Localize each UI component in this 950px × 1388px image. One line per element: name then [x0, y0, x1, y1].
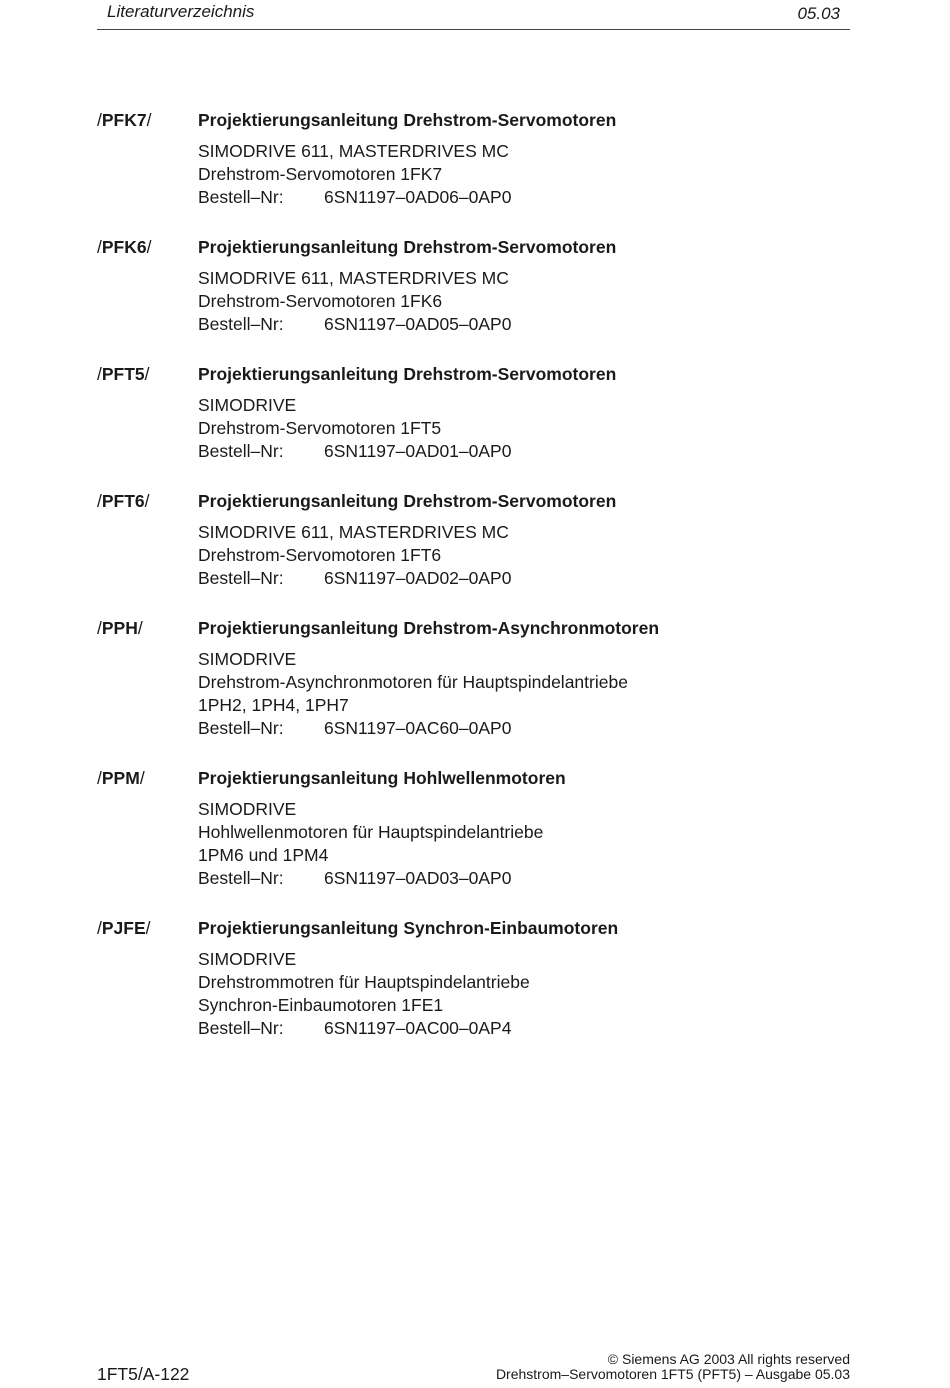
order-label: Bestell–Nr:	[198, 718, 284, 738]
order-number: 6SN1197–0AD03–0AP0	[324, 868, 512, 888]
entry-title-part: Projektierungsanleitung	[198, 918, 399, 938]
entry-title-part: Projektierungsanleitung	[198, 491, 399, 511]
entry-title	[198, 490, 857, 512]
literature-entry	[97, 236, 857, 336]
entry-line: SIMODRIVE	[198, 949, 297, 969]
entry-title-part: Hohlwellenmotoren	[403, 768, 566, 788]
order-label: Bestell–Nr:	[198, 1018, 284, 1038]
entry-tag: /PFT5/	[97, 364, 150, 384]
entry-title-part: Drehstrom-Servomotoren	[403, 110, 617, 130]
entry-tag: /PPM/	[97, 768, 145, 788]
entry-tag-code: PFK7	[101, 110, 147, 130]
order-number: 6SN1197–0AD01–0AP0	[324, 441, 512, 461]
entry-line: 1PM6 und 1PM4	[198, 845, 329, 865]
page-number: 1FT5/A-122	[97, 1364, 190, 1384]
order-number: 6SN1197–0AD02–0AP0	[324, 568, 512, 588]
document-title: Drehstrom–Servomotoren 1FT5 (PFT5) – Ausgabe 05.03	[495, 1366, 850, 1382]
literature-entry	[97, 490, 857, 590]
entry-tag-code: PFT5	[101, 364, 145, 384]
entry-tag-code: PPH	[101, 618, 138, 638]
copyright-notice: © Siemens AG 2003 All rights reserved	[607, 1351, 850, 1367]
entry-title	[198, 767, 857, 789]
literature-entry	[97, 363, 857, 463]
order-line	[198, 440, 857, 463]
entry-title-part: Projektierungsanleitung	[198, 237, 399, 257]
order-label: Bestell–Nr:	[198, 187, 284, 207]
order-label: Bestell–Nr:	[198, 441, 284, 461]
entry-line: Drehstrom-Servomotoren 1FT6	[198, 545, 442, 565]
entry-tag-code: PFK6	[101, 237, 147, 257]
entry-title-part: Projektierungsanleitung	[198, 768, 399, 788]
entry-tag: /PJFE/	[97, 918, 151, 938]
order-line	[198, 717, 857, 740]
order-number: 6SN1197–0AD05–0AP0	[324, 314, 512, 334]
entry-line: SIMODRIVE 611, MASTERDRIVES MC	[198, 268, 509, 288]
section-title: Literaturverzeichnis	[107, 2, 255, 21]
entry-tag: /PFT6/	[97, 491, 150, 511]
order-line	[198, 1017, 857, 1040]
entry-line: Hohlwellenmotoren für Hauptspindelantriebe	[198, 822, 544, 842]
literature-entry	[97, 109, 857, 209]
entry-tag-code: PPM	[101, 768, 140, 788]
order-number: 6SN1197–0AC60–0AP0	[324, 718, 512, 738]
entry-title	[198, 236, 857, 258]
entry-line: SIMODRIVE	[198, 649, 297, 669]
entry-line: 1PH2, 1PH4, 1PH7	[198, 695, 349, 715]
entry-tag-code: PJFE	[101, 918, 146, 938]
entry-title	[198, 363, 857, 385]
entry-title	[198, 917, 857, 939]
page-footer	[496, 1352, 850, 1382]
entry-line: Drehstrom-Servomotoren 1FK6	[198, 291, 443, 311]
entry-line: SIMODRIVE 611, MASTERDRIVES MC	[198, 522, 509, 542]
order-line	[198, 567, 857, 590]
entry-title	[198, 109, 857, 131]
literature-entry	[97, 767, 857, 890]
entry-tag: /PFK7/	[97, 110, 152, 130]
entry-tag: /PFK6/	[97, 237, 152, 257]
entry-line: SIMODRIVE 611, MASTERDRIVES MC	[198, 141, 509, 161]
entry-line: SIMODRIVE	[198, 799, 297, 819]
entry-title-part: Projektierungsanleitung	[198, 364, 399, 384]
entry-title-part: Projektierungsanleitung	[198, 110, 399, 130]
order-label: Bestell–Nr:	[198, 568, 284, 588]
literature-entry	[97, 917, 857, 1040]
entry-line: Drehstrommotren für Hauptspindelantriebe	[198, 972, 530, 992]
order-label: Bestell–Nr:	[198, 868, 284, 888]
order-line	[198, 867, 857, 890]
entry-tag-code: PFT6	[101, 491, 145, 511]
literature-list	[97, 109, 857, 1040]
entry-line: SIMODRIVE	[198, 395, 297, 415]
order-label: Bestell–Nr:	[198, 314, 284, 334]
page-header	[97, 0, 850, 30]
order-line	[198, 186, 857, 209]
order-number: 6SN1197–0AD06–0AP0	[324, 187, 512, 207]
entry-title-part: Drehstrom-Asynchronmotoren	[403, 618, 660, 638]
order-number: 6SN1197–0AC00–0AP4	[324, 1018, 512, 1038]
entry-tag: /PPH/	[97, 618, 143, 638]
entry-title-part: Projektierungsanleitung	[198, 618, 399, 638]
edition-date: 05.03	[797, 4, 840, 23]
entry-title-part: Synchron-Einbaumotoren	[403, 918, 619, 938]
entry-title-part: Drehstrom-Servomotoren	[403, 491, 617, 511]
entry-line: Drehstrom-Servomotoren 1FK7	[198, 164, 443, 184]
entry-title-part: Drehstrom-Servomotoren	[403, 364, 617, 384]
entry-title	[198, 617, 857, 639]
literature-entry	[97, 617, 857, 740]
entry-line: Drehstrom-Asynchronmotoren für Hauptspindelantriebe	[198, 672, 628, 692]
entry-line: Drehstrom-Servomotoren 1FT5	[198, 418, 442, 438]
entry-title-part: Drehstrom-Servomotoren	[403, 237, 617, 257]
entry-line: Synchron-Einbaumotoren 1FE1	[198, 995, 444, 1015]
order-line	[198, 313, 857, 336]
